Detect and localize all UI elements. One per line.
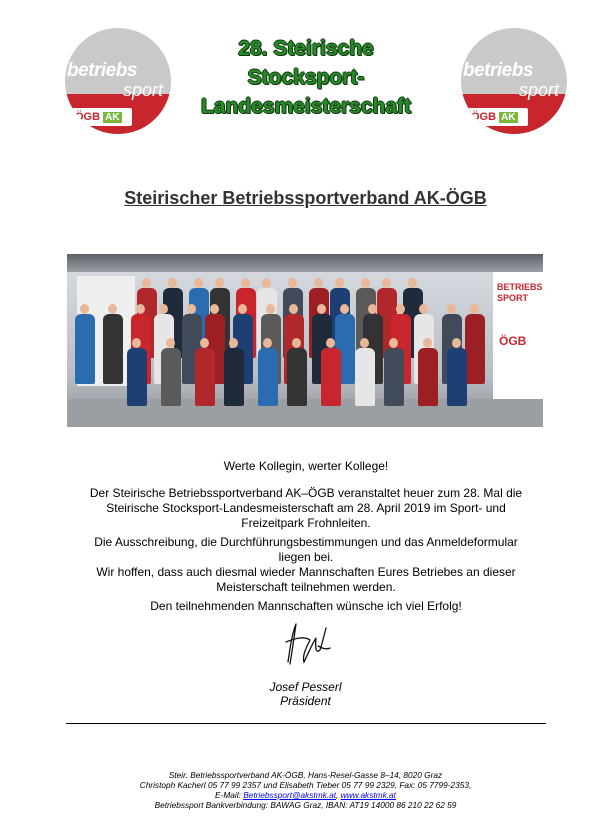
photo-person-head [361,278,370,288]
footer-email-label: E-Mail: [215,790,241,800]
photo-person-head [382,278,391,288]
logo-betriebssport-right [461,28,567,134]
logo-badge [468,108,528,126]
photo-person-head [266,304,275,314]
photo-person-head [132,338,141,348]
footer-web-link[interactable]: www.akstmk.at [340,790,396,800]
photo-person-head [289,304,298,314]
photo-person-head [317,304,326,314]
photo-person [161,348,181,406]
photo-person-head [396,304,405,314]
photo-person-head [470,304,479,314]
photo-person-head [360,338,369,348]
organization-heading [0,188,611,209]
photo-person-head [80,304,89,314]
photo-banner-text [497,282,543,304]
logo-word-sport: sport [122,80,163,100]
paragraph-line: Freizeitpark Frohnleiten. [241,516,371,530]
logo-word-sport: sport [518,80,559,100]
photo-person-head [263,338,272,348]
photo-person [418,348,438,406]
photo-person-head [210,304,219,314]
paragraph-line: Der Steirische Betriebssportverband AK–ÖGB veranstaltet heuer zum 28. Mal die [89,486,523,500]
photo-person-head [200,338,209,348]
photo-person [287,348,307,406]
photo-person [103,314,123,384]
photo-person-head [215,278,224,288]
paragraph-line: Wir hoffen, dass auch diesmal wieder Mannschaften Eures Betriebes an dieser [96,565,516,579]
photo-person-head [159,304,168,314]
photo-person-head [326,338,335,348]
photo-person-head [194,278,203,288]
footer-divider [66,723,546,724]
logo-badge-ak: AK [105,112,120,123]
footer-email-link[interactable]: Betriebssport@akstmk.at [243,790,336,800]
photo-person-head [292,338,301,348]
photo-banner-line: SPORT [497,293,529,303]
paragraph-line: Steirische Stocksport-Landesmeisterschaft am 28. April 2019 im Sport- und [106,501,506,515]
title-line: 28. Steirische [238,37,374,60]
logo-badge [72,108,132,126]
photo-person-head [108,304,117,314]
logo-badge-ogb: ÖGB [75,111,101,123]
photo-person-head [423,338,432,348]
photo-person [384,348,404,406]
paragraph-attachments [70,535,542,595]
photo-person-head [452,338,461,348]
photo-person-head [368,304,377,314]
photo-person-head [142,278,151,288]
photo-person-head [389,338,398,348]
logo-badge-ogb: ÖGB [471,111,497,123]
photo-person [195,348,215,406]
photo-person-head [229,338,238,348]
signer-name: Josef Pesserl [269,680,342,694]
photo-person [258,348,278,406]
photo-person-head [340,304,349,314]
photo-person [127,348,147,406]
photo-person-head [419,304,428,314]
paragraph-line: Meisterschaft teilnehmen werden. [216,580,396,594]
footer-address: Steir. Betriebssportverband AK-ÖGB, Hans-Resel-Gasse 8–14, 8020 Graz [168,770,443,780]
title-line: Landesmeisterschaft [200,95,412,118]
paragraph-line: liegen bei. [278,550,334,564]
photo-right-banner [493,272,543,402]
photo-person-head [288,278,297,288]
photo-person-head [168,278,177,288]
photo-person-head [335,278,344,288]
footer-email-web [0,790,611,801]
greeting: Werte Kollegin, werter Kollege! [223,459,389,473]
photo-person-head [187,304,196,314]
footer-bank: Betriebssport Bankverbindung: BAWAG Graz, IBAN: AT19 14000 86 210 22 62 59 [154,800,457,810]
organization-heading-text: Steirischer Betriebssportverband AK-ÖGB [124,188,487,208]
logo-badge-ak: AK [501,112,516,123]
signature-image [282,618,334,670]
title-line: Stocksport- [247,66,365,89]
footer-separator: , [336,790,339,800]
closing-line: Den teilnehmenden Mannschaften wünsche ich viel Erfolg! [150,599,462,613]
photo-person [355,348,375,406]
photo-person [447,348,467,406]
photo-person-head [447,304,456,314]
photo-person-head [314,278,323,288]
photo-person-head [166,338,175,348]
group-photo [67,254,543,427]
photo-person-head [238,304,247,314]
paragraph-announcement [70,486,542,531]
photo-ceiling [67,254,543,272]
photo-banner-logo: ÖGB [499,334,527,348]
photo-person [465,314,485,384]
logo-betriebssport-left [65,28,171,134]
logo-word-betriebs: betriebs [463,60,533,81]
photo-person-head [262,278,271,288]
photo-person [75,314,95,384]
paragraph-line: Die Ausschreibung, die Durchführungsbestimmungen und das Anmeldeformular [94,535,518,549]
photo-person-head [136,304,145,314]
photo-person [224,348,244,406]
photo-person [321,348,341,406]
document-title [170,34,442,121]
photo-banner-line: BETRIEBS [497,282,543,292]
logo-word-betriebs: betriebs [67,60,137,81]
footer-contacts: Christoph Kacherl 05 77 99 2357 und Elisabeth Tieber 05 77 99 2329, Fax: 05 7799-2353, [139,780,472,790]
photo-person-head [408,278,417,288]
signer-title: Präsident [280,694,331,708]
photo-person-head [241,278,250,288]
